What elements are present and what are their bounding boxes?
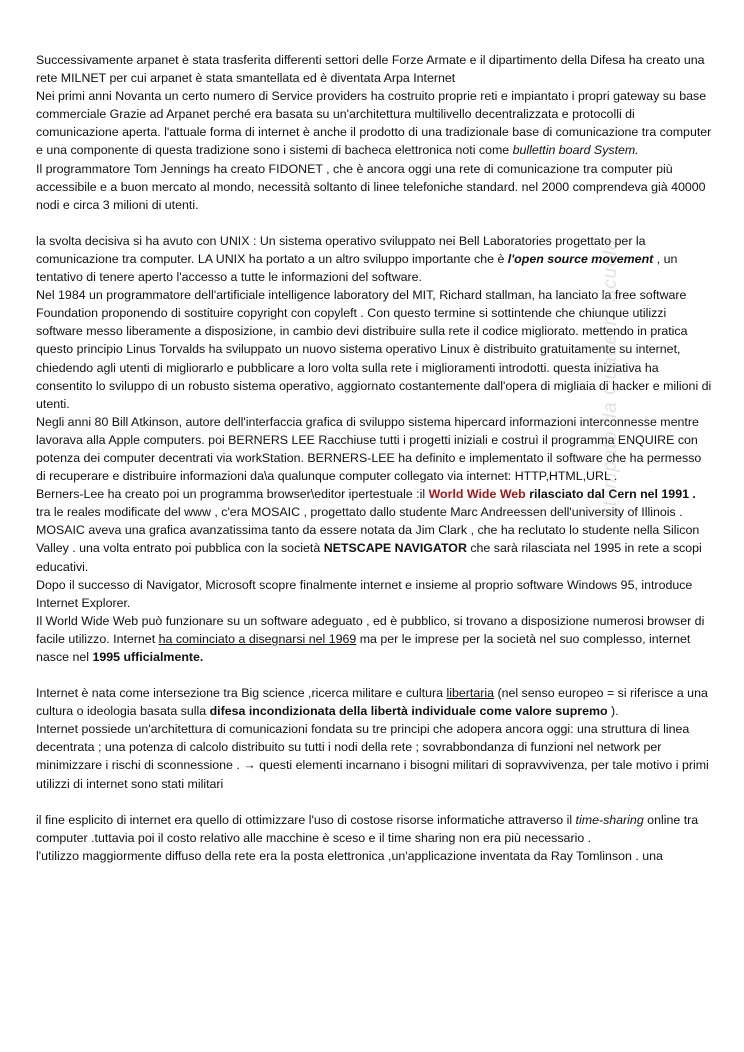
paragraph-text: Berners-Lee ha creato poi un programma browser\editor ipertestuale :il <box>36 487 429 502</box>
paragraph-9 <box>36 576 712 612</box>
bold-text: NETSCAPE NAVIGATOR <box>323 541 467 556</box>
paragraph-text: Il programmatore Tom Jennings ha creato FIDONET , che è ancora oggi una rete di comunicazione tra computer più accessibile e a buon mercato al mondo, necessità soltanto di linee telefoniche standard. nel 2000 comprendeva già 40000 nodi e circa 3 milioni di utenti. <box>36 161 706 212</box>
paragraph-text: Dopo il successo di Navigator, Microsoft scopre finalmente internet e insieme al proprio software Windows 95, introduce Internet Explorer. <box>36 577 693 610</box>
paragraph-text: l'utilizzo maggiormente diffuso della rete era la posta elettronica ,un'applicazione inventata da Ray Tomlinson . una <box>36 848 663 863</box>
bold-italic-term: l'open source movement <box>507 251 654 266</box>
italic-term: bullettin board System. <box>512 143 639 158</box>
bold-text: 1995 ufficialmente. <box>92 650 204 664</box>
paragraph-10 <box>36 612 712 666</box>
paragraph-text: Successivamente arpanet è stata trasferita differenti settori delle Forze Armate e il dipartimento della Difesa ha creato una rete MILNET per cui arpanet è stata smantellata ed è diventata Arpa Internet <box>36 53 705 86</box>
paragraph-text: il fine esplicito di internet era quello di ottimizzare l'uso di costose risorse informatiche attraverso il <box>36 812 576 827</box>
paragraph-text-tail: ). <box>607 704 619 719</box>
paragraph-text-tail: (nel senso europeo = si riferisce a una cultura o ideologia basata sulla <box>36 686 708 719</box>
paragraph-text: Internet è nata come intersezione tra Big science ,ricerca militare e cultura <box>36 686 447 701</box>
paragraph-gap <box>36 793 712 811</box>
underlined-text: libertaria <box>446 686 494 701</box>
paragraph-text: Il World Wide Web può funzionare su un software adeguato , ed è pubblico, si trovano a disposizione numerosi browser di facile utilizzo. Internet <box>36 613 705 646</box>
paragraph-14 <box>36 847 712 865</box>
paragraph-12 <box>36 720 712 792</box>
italic-term: time-sharing <box>575 812 644 827</box>
paragraph-text: Nei primi anni Novanta un certo numero di Service providers ha costruito proprie reti e impiantato i propri gateway su base commerciale Grazie ad Arpanet perché era basata su un'architettura multilivello decentralizzata e protocolli di comunicazione aperta. l'attuale forma di internet è anche il prodotto di una tradizionale base di comunicazione tra computer e una componente di questa tradizione sono i sistemi di bacheca elettronica noti come <box>36 89 712 158</box>
paragraph-1 <box>36 51 712 87</box>
www-highlight: World Wide Web <box>428 487 526 502</box>
underlined-text: ha cominciato a disegnarsi nel 1969 <box>158 631 357 646</box>
paragraph-text-tail: che sarà rilasciata nel 1995 in rete a scopi educativi. <box>36 541 702 574</box>
paragraph-text: Internet possiede un'architettura di comunicazioni fondata su tre principi che adopera ancora oggi: una struttura di linea decentrata ; una potenza di calcolo distribuito su tutti i nodi della rete ; sovrabbondanza di funzioni nel network per minimizzare i rischi di sconnessione . → questi elementi incarnano i bisogni militari di sopravvivenza, per tale motivo i primi utilizzi di internet sono stati militari <box>36 722 709 791</box>
bold-text: rilasciato dal Cern nel 1991 . <box>525 487 696 502</box>
paragraph-text: Negli anni 80 Bill Atkinson, autore dell'interfaccia grafica di sviluppo sistema hipercard informazioni interconnesse mentre lavorava alla Apple computers. poi BERNERS LEE Racchiuse tutti i progetti iniziali e costruì il programma ENQUIRE con potenza dei computer decentrati via workStation. BERNERS-LEE ha definito e implementato il software che ha permesso di recuperare e distribuire informazioni da\a qualunque computer collegato via internet: HTTP,HTML,URL . <box>36 414 702 484</box>
paragraph-text: tra le reales modificate del www , c'era MOSAIC , progettato dallo studente Marc Andreessen dell'university of Illinois . MOSAIC aveva una grafica avanzatissima tanto da essere notata da Jim Clark , che ha reclutato lo studente nella Silicon Valley . una volta entrato poi pubblica con la società <box>36 505 700 556</box>
watermark: Stampato da Quaderni Scuola <box>600 238 621 520</box>
bold-text: difesa incondizionata della libertà individuale come valore supremo <box>209 704 608 719</box>
paragraph-text-tail: online tra computer .tuttavia poi il costo relativo alle macchine è sceso e il time sharing non era più necessario . <box>36 812 699 845</box>
paragraph-text: Nel 1984 un programmatore dell'artificiale intelligence laboratory del MIT, Richard stallman, ha lanciato la free software Foundation proponendo di sostituire copyright con copyleft . Con questo termine si sottintende che chiunque utilizzi software messo liberamente a disposizione, in cambio devi distribuire sulla rete il codice migliorato. mettendo in pratica questo principio Linus Torvalds ha sviluppato un nuovo sistema operativo Linux è distribuito gratuitamente su internet, chiedendo agli utenti di migliorarlo e pubblicare a loro volta sulla rete i miglioramenti introdotti. questa iniziativa ha consentito lo sviluppo di un robusto sistema operativo, aggiornato costantemente dall'opera di migliaia di hacker e milioni di utenti. <box>36 288 712 411</box>
paragraph-gap <box>36 666 712 684</box>
paragraph-13 <box>36 811 712 847</box>
paragraph-text: la svolta decisiva si ha avuto con UNIX : Un sistema operativo sviluppato nei Bell Laboratories progettato per la comunicazione tra computer. LA UNIX ha portato a un altro sviluppo importante che è <box>36 233 646 266</box>
paragraph-text-tail: , un tentativo di tenere aperto l'accesso a tutte le informazioni del software. <box>36 251 678 285</box>
paragraph-11 <box>36 684 712 720</box>
paragraph-text-tail: ma per le imprese per la società nel suo complesso, internet nasce nel <box>36 631 691 664</box>
